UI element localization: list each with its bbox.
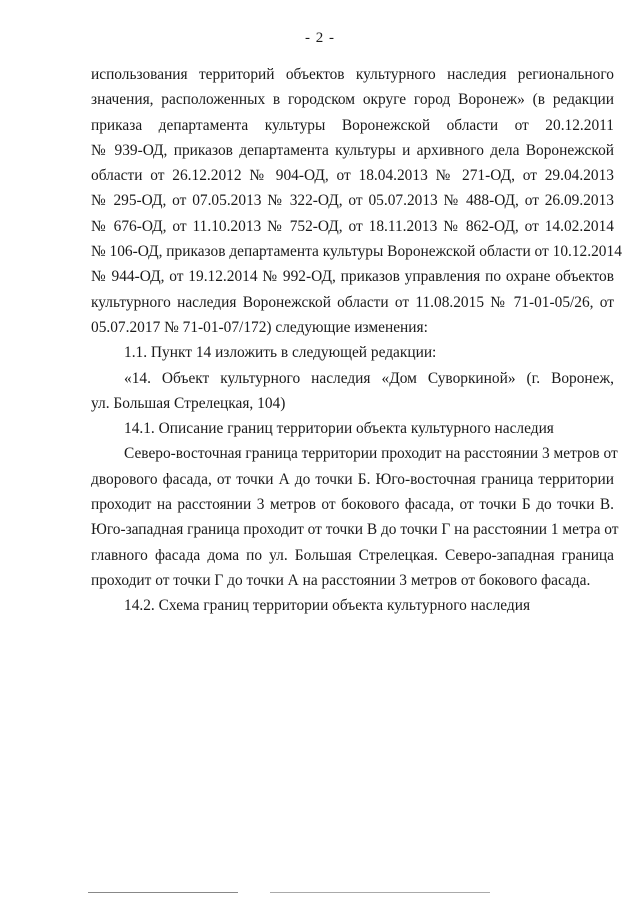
text-line: проходит от точки Г до точки А на расстоянии 3 метров от бокового фасада. (91, 571, 591, 589)
text-line: главного фасада дома по ул. Большая Стрелецкая. Северо-западная граница (91, 546, 614, 564)
boundary-description (91, 441, 619, 593)
amendment-paragraph (91, 62, 622, 340)
text-line: № 295-ОД, от 07.05.2013 № 322-ОД, от 05.07.2013 № 488-ОД, от 26.09.2013 (91, 192, 614, 210)
footer-divider-right (270, 892, 490, 893)
document-body (91, 62, 622, 619)
text-line: проходит на расстоянии 3 метров от бокового фасада, от точки Б до точки В. (91, 496, 614, 514)
object-14 (91, 366, 614, 417)
heading-14-1: 14.1. Описание границ территории объекта культурного наследия (124, 420, 554, 438)
text-line: № 106-ОД, приказов департамента культуры Воронежской области от 10.12.2014 (91, 243, 622, 261)
footer-divider (88, 892, 238, 893)
text-line: № 676-ОД, от 11.10.2013 № 752-ОД, от 18.11.2013 № 862-ОД, от 14.02.2014 (91, 217, 614, 235)
text-line: № 944-ОД, от 19.12.2014 № 992-ОД, приказов управления по охране объектов (91, 268, 614, 286)
page-number: - 2 - (305, 30, 335, 46)
text-line: культурного наследия Воронежской области от 11.08.2015 № 71-01-05/26, от (91, 293, 614, 311)
clause-1-1: 1.1. Пункт 14 изложить в следующей редакции: (124, 344, 437, 362)
text-line: области от 26.12.2012 № 904-ОД, от 18.04.2013 № 271-ОД, от 29.04.2013 (91, 167, 614, 185)
text-line: Северо-восточная граница территории проходит на расстоянии 3 метров от (124, 445, 618, 463)
text-line: приказа департамента культуры Воронежской области от 20.12.2011 (91, 116, 614, 134)
text-line: «14. Объект культурного наследия «Дом Суворкиной» (г. Воронеж, (124, 369, 614, 387)
text-line: использования территорий объектов культурного наследия регионального (91, 66, 614, 83)
text-line: № 939-ОД, приказов департамента культуры и архивного дела Воронежской (91, 141, 614, 159)
text-line: ул. Большая Стрелецкая, 104) (91, 394, 286, 412)
heading-14-2: 14.2. Схема границ территории объекта культурного наследия (124, 597, 531, 615)
text-line: 05.07.2017 № 71-01-07/172) следующие изменения: (91, 318, 428, 336)
text-line: Юго-западная граница проходит от точки В до точки Г на расстоянии 1 метра от (91, 521, 619, 539)
text-line: значения, расположенных в городском округе город Воронеж» (в редакции (91, 91, 614, 109)
text-line: дворового фасада, от точки А до точки Б. Юго-восточная граница территории (91, 470, 614, 488)
